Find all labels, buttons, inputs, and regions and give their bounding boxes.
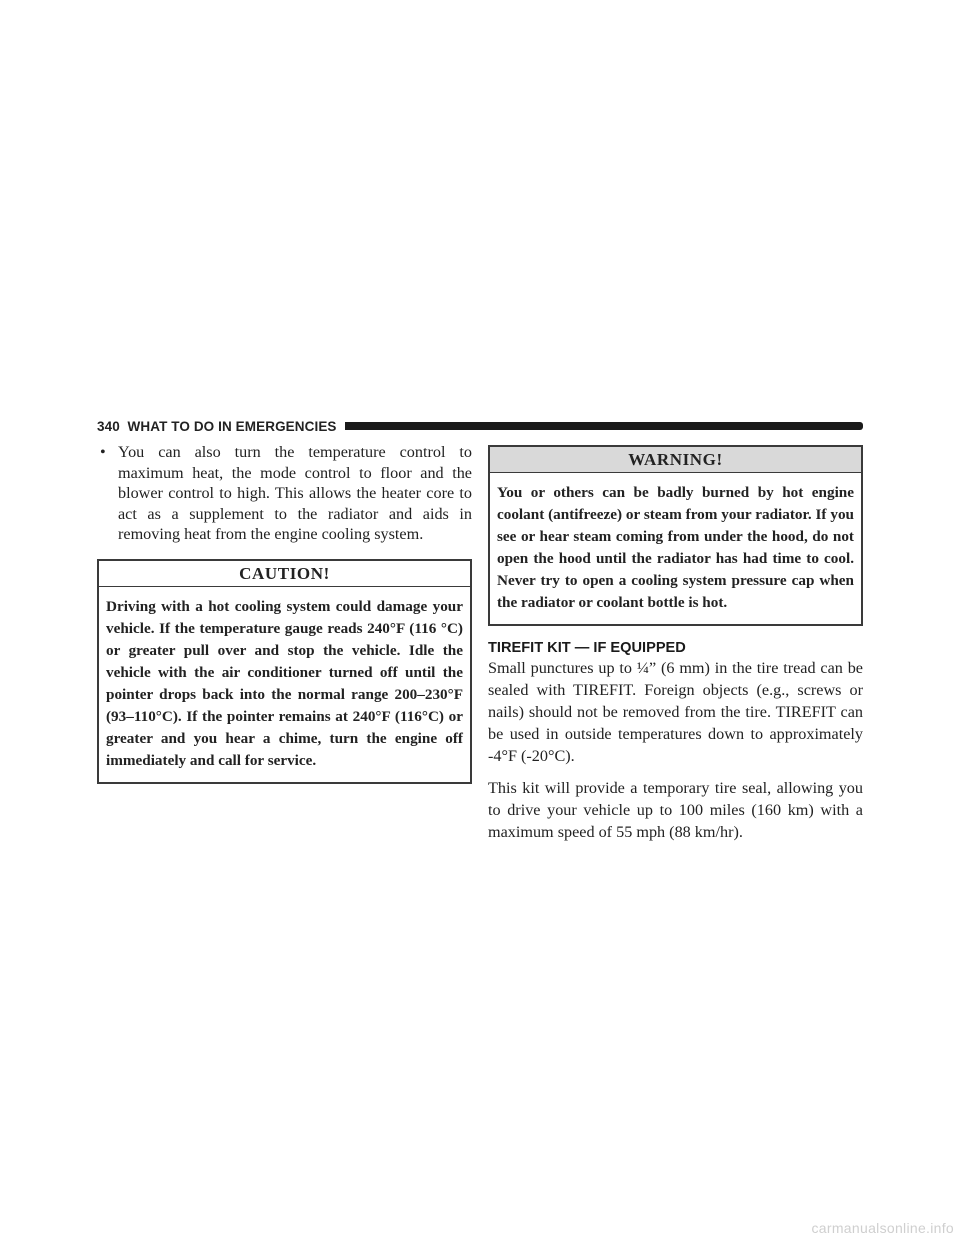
caution-body: Driving with a hot cooling system could damage your vehicle. If the temperature gauge reads 240°F (116 °C) or greater pull over and stop the vehicle. Idle the vehicle with the air conditioner turned off until the pointer drops back into the normal range 200–230°F (93–110°C). If the pointer remains at 240°F (116°C) or greater and you hear a chime, turn the engine off immediately and call for service. — [106, 597, 463, 769]
left-column — [97, 442, 472, 784]
warning-title: WARNING! — [490, 447, 861, 473]
right-column — [488, 445, 863, 843]
page-header — [97, 418, 863, 434]
paragraph: Small punctures up to ¼” (6 mm) in the tire tread can be sealed with TIREFIT. Foreign objects (e.g., screws or nails) should not be removed from the tire. TIREFIT can be used in outside temperatures down to approximately -4°F (-20°C). — [488, 659, 863, 765]
warning-body: You or others can be badly burned by hot engine coolant (antifreeze) or steam from your radiator. If you see or hear steam coming from under the hood, do not open the hood until the radiator has had time to cool. Never try to open a cooling system pressure cap when the radiator or coolant bottle is hot. — [497, 484, 854, 611]
watermark: carmanualsonline.info — [811, 1220, 954, 1236]
header-bar — [345, 422, 863, 430]
header-label — [97, 419, 345, 434]
caution-title: CAUTION! — [99, 561, 470, 587]
page-number: 340 — [97, 418, 120, 434]
bullet-text: You can also turn the temperature control to maximum heat, the mode control to floor and the blower control to high. This allows the heater core to act as a supplement to the radiator and aids in removing heat from the engine cooling system. — [118, 443, 472, 544]
paragraph: This kit will provide a temporary tire seal, allowing you to drive your vehicle up to 100 miles (160 km) with a maximum speed of 55 mph (88 km/hr). — [488, 779, 863, 841]
caution-box — [97, 559, 472, 784]
section-heading: TIREFIT KIT — IF EQUIPPED — [488, 640, 686, 656]
section-title: WHAT TO DO IN EMERGENCIES — [127, 418, 337, 434]
bullet-dot: • — [100, 443, 106, 461]
bullet-item — [97, 442, 472, 545]
warning-box — [488, 445, 863, 626]
